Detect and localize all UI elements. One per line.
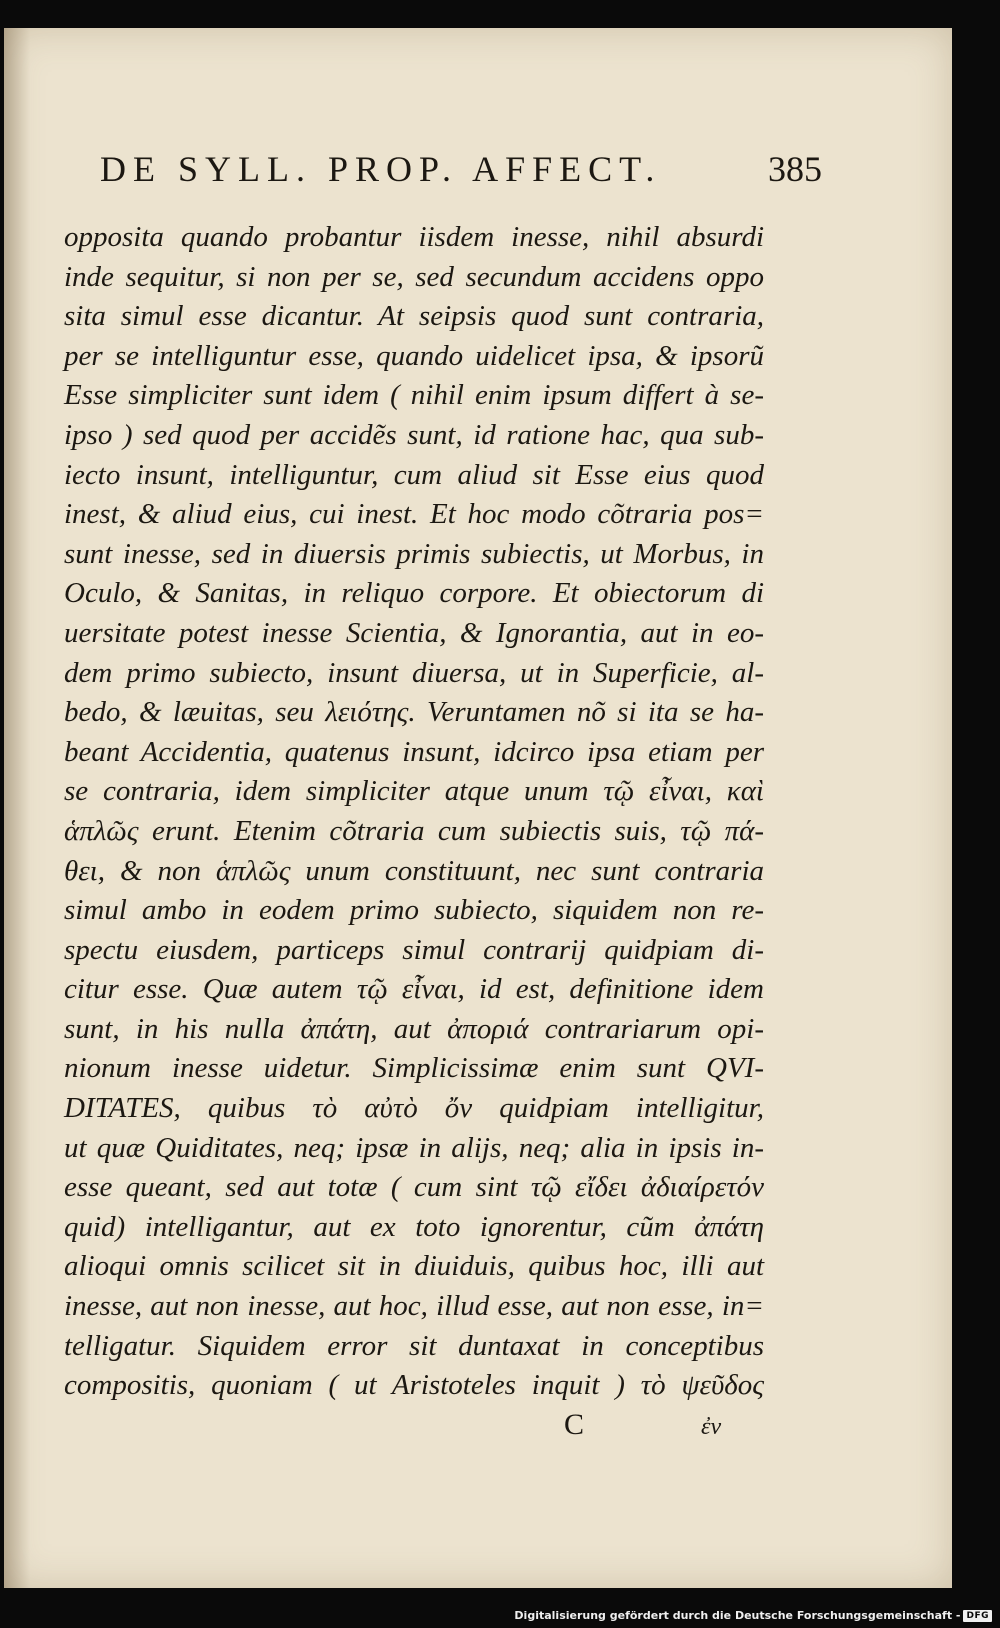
text-line: DITATES, quibus τὸ αὐτὸ ὄν quidpiam intelligitur, xyxy=(64,1092,764,1125)
text-line: iecto insunt, intelliguntur, cum aliud sit Esse eius quod xyxy=(64,458,764,491)
text-line: inesse, aut non inesse, aut hoc, illud esse, aut non esse, in= xyxy=(64,1290,764,1323)
text-line: ipso ) sed quod per accidẽs sunt, id ratione hac, qua sub- xyxy=(64,418,764,451)
credit-text: Digitalisierung gefördert durch die Deutsche Forschungsgemeinschaft - xyxy=(514,1609,961,1622)
text-line: sita simul esse dicantur. At seipsis quod sunt contraria, xyxy=(64,300,764,333)
text-line: sunt, in his nulla ἀπάτη, aut ἀποριά contrariarum opi- xyxy=(64,1012,764,1045)
text-line: compositis, quoniam ( ut Aristoteles inquit ) τὸ ψεῦδος xyxy=(64,1369,764,1402)
text-line: se contraria, idem simpliciter atque unum τῷ εἶναι, καὶ xyxy=(64,775,764,808)
text-line: quid) intelligantur, aut ex toto ignorentur, cũm ἀπάτη xyxy=(64,1210,764,1243)
text-line: θει, & non ἁπλῶς unum constituunt, nec sunt contraria xyxy=(64,854,764,887)
text-line: sunt inesse, sed in diuersis primis subiectis, ut Morbus, in xyxy=(64,537,764,570)
text-line: citur esse. Quæ autem τῷ εἶναι, id est, definitione idem xyxy=(64,973,764,1006)
signature-mark: C xyxy=(564,1408,585,1441)
text-line: uersitate potest inesse Scientia, & Ignorantia, aut in eo- xyxy=(64,616,764,649)
text-line: inde sequitur, si non per se, sed secundum accidens oppo xyxy=(64,260,764,293)
text-line: opposita quando probantur iisdem inesse, nihil absurdi xyxy=(64,221,764,253)
digitization-credit xyxy=(514,1609,992,1622)
dfg-logo: DFG xyxy=(963,1610,992,1622)
text-line: Oculo, & Sanitas, in reliquo corpore. Et obiectorum di xyxy=(64,577,764,610)
text-line: esse queant, sed aut totæ ( cum sint τῷ εἴδει ἀδιαίρετόν xyxy=(64,1171,764,1204)
text-line: Esse simpliciter sunt idem ( nihil enim ipsum differt à se- xyxy=(64,379,764,412)
text-line: alioqui omnis scilicet sit in diuiduis, quibus hoc, illi aut xyxy=(64,1250,764,1283)
text-line: ἁπλῶς erunt. Etenim cõtraria cum subiectis suis, τῷ πά- xyxy=(64,814,764,847)
text-line: nionum inesse uidetur. Simplicissimæ enim sunt QVI- xyxy=(64,1052,764,1085)
text-line: bedo, & læuitas, seu λειότης. Veruntamen nõ si ita se ha- xyxy=(64,696,764,729)
page-number: 385 xyxy=(768,149,822,189)
running-head: DE SYLL. PROP. AFFECT. xyxy=(100,149,662,189)
text-line: ut quæ Quiditates, neq; ipsæ in alijs, neq; alia in ipsis in- xyxy=(64,1131,764,1164)
book-page xyxy=(4,28,952,1588)
text-line: telligatur. Siquidem error sit duntaxat in conceptibus xyxy=(64,1329,764,1362)
catchword: ἐν xyxy=(701,1414,722,1440)
text-line: simul ambo in eodem primo subiecto, siquidem non re- xyxy=(64,894,764,927)
text-line: per se intelliguntur esse, quando uidelicet ipsa, & ipsorũ xyxy=(64,339,764,372)
text-line: spectu eiusdem, particeps simul contrarij quidpiam di- xyxy=(64,933,764,966)
text-line: beant Accidentia, quatenus insunt, idcirco ipsa etiam per xyxy=(64,735,764,768)
text-line: dem primo subiecto, insunt diuersa, ut in Superficie, al- xyxy=(64,656,764,689)
body-text xyxy=(64,218,764,1406)
text-line: inest, & aliud eius, cui inest. Et hoc modo cõtraria pos= xyxy=(64,498,764,531)
